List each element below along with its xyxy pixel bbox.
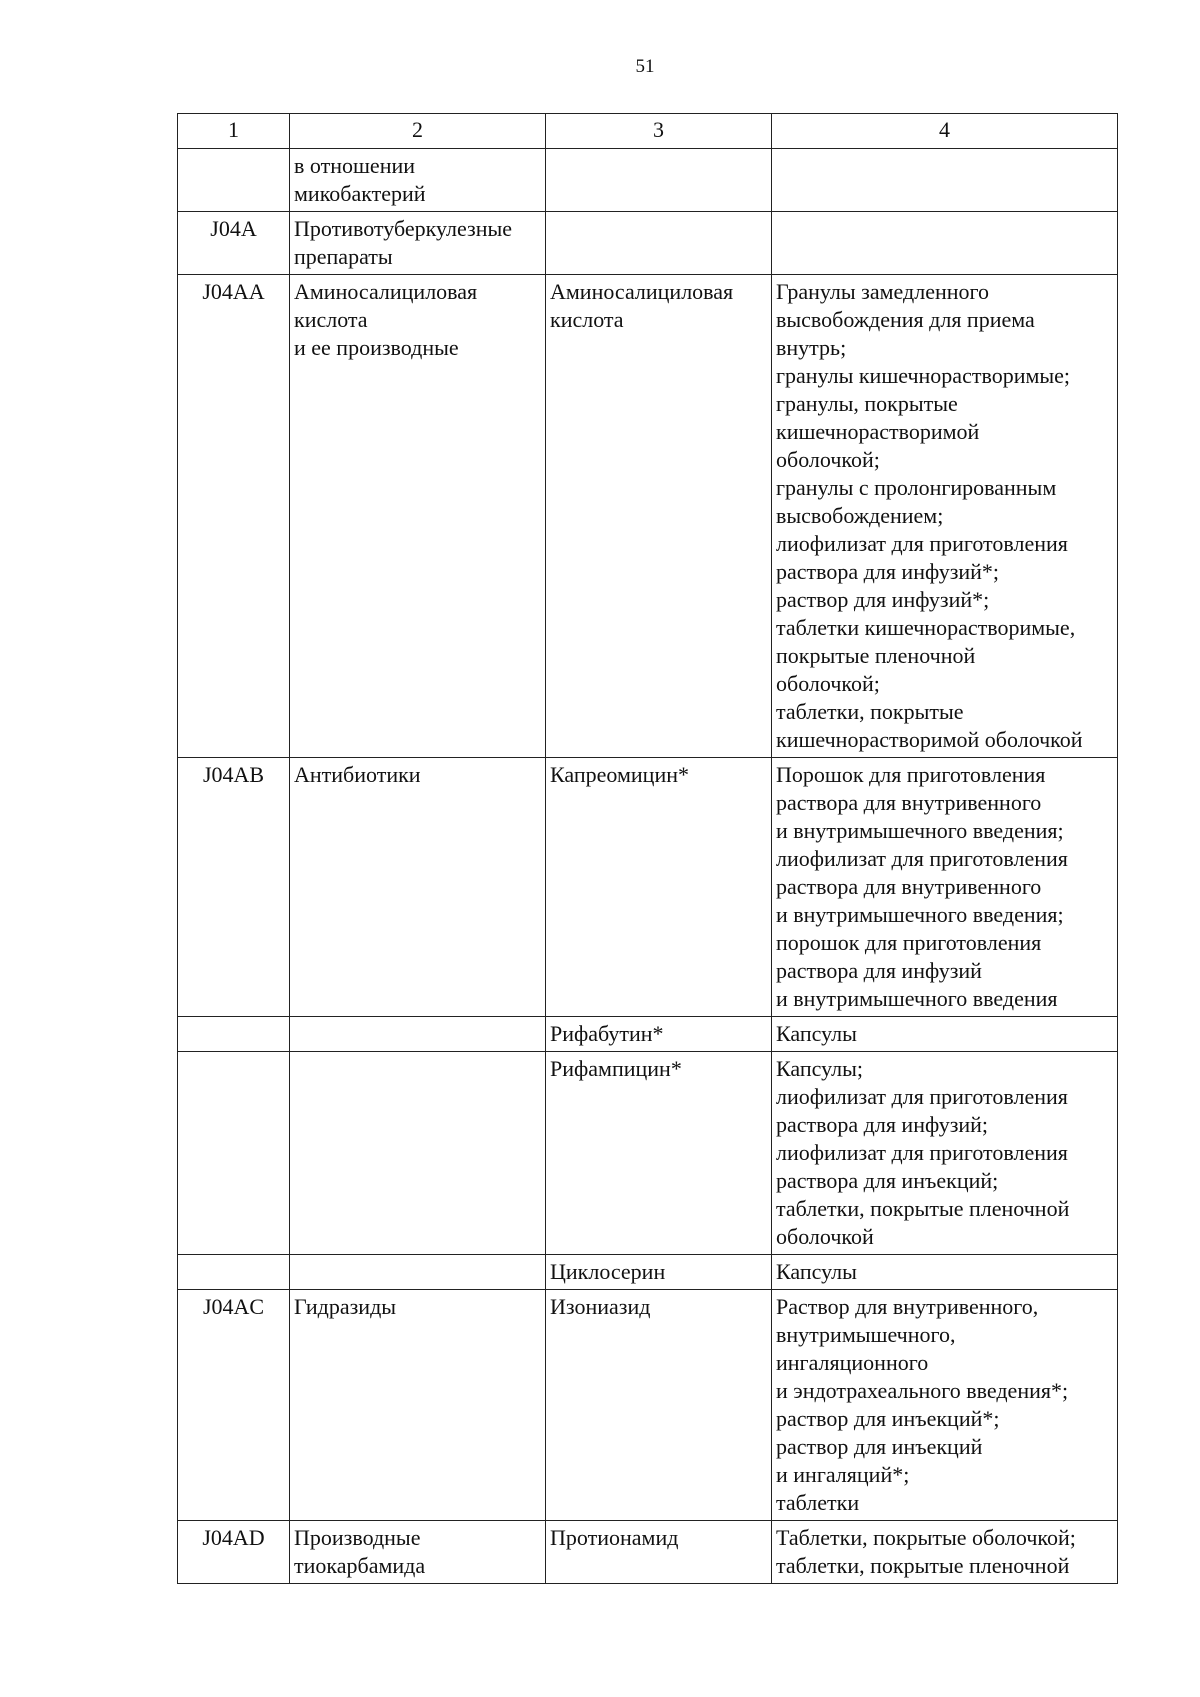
atc-code-cell bbox=[178, 1017, 290, 1052]
table-row bbox=[178, 1052, 1118, 1255]
dosage-form-line: лиофилизат для приготовления bbox=[776, 846, 1068, 871]
dosage-form-line: кишечнорастворимой bbox=[776, 419, 980, 444]
dosage-form-line: Раствор для внутривенного, bbox=[776, 1294, 1039, 1319]
dosage-forms-cell bbox=[772, 275, 1118, 758]
dosage-form-line: внутрь; bbox=[776, 335, 847, 360]
dosage-form-line: Таблетки, покрытые оболочкой; bbox=[776, 1525, 1076, 1550]
dosage-form-line: высвобождения для приема bbox=[776, 307, 1035, 332]
dosage-form-line: лиофилизат для приготовления bbox=[776, 531, 1068, 556]
drug-name-cell: Аминосалициловая кислота bbox=[546, 275, 772, 758]
dosage-forms-cell bbox=[772, 758, 1118, 1017]
group-name-cell: Антибиотики bbox=[290, 758, 546, 1017]
dosage-form-line: Капсулы; bbox=[776, 1056, 864, 1081]
atc-code-cell: J04AD bbox=[178, 1521, 290, 1584]
dosage-form-line: лиофилизат для приготовления bbox=[776, 1084, 1068, 1109]
table-header-row bbox=[178, 114, 1118, 149]
dosage-form-line: оболочкой; bbox=[776, 447, 880, 472]
table-row bbox=[178, 149, 1118, 212]
drug-table bbox=[177, 113, 1118, 1584]
dosage-form-line: раствора для внутривенного bbox=[776, 874, 1042, 899]
dosage-form-line: таблетки, покрытые пленочной bbox=[776, 1553, 1070, 1578]
group-name-cell: Аминосалициловая кислота и ее производные bbox=[290, 275, 546, 758]
dosage-form-line: высвобождением; bbox=[776, 503, 944, 528]
dosage-form-line: таблетки, покрытые пленочной bbox=[776, 1196, 1070, 1221]
atc-code-cell bbox=[178, 1255, 290, 1290]
dosage-form-line: кишечнорастворимой оболочкой bbox=[776, 727, 1083, 752]
atc-code-cell: J04AC bbox=[178, 1290, 290, 1521]
group-name-cell: в отношении микобактерий bbox=[290, 149, 546, 212]
dosage-form-line: таблетки кишечнорастворимые, bbox=[776, 615, 1076, 640]
table-row bbox=[178, 1017, 1118, 1052]
dosage-forms-cell bbox=[772, 1017, 1118, 1052]
atc-code-cell: J04A bbox=[178, 212, 290, 275]
dosage-form-line: раствор для инъекций*; bbox=[776, 1406, 1000, 1431]
table-row bbox=[178, 212, 1118, 275]
dosage-form-line: и внутримышечного введения; bbox=[776, 902, 1064, 927]
table-body bbox=[178, 149, 1118, 1584]
atc-code-cell: J04AA bbox=[178, 275, 290, 758]
dosage-form-line: оболочкой bbox=[776, 1224, 874, 1249]
atc-code-cell: J04AB bbox=[178, 758, 290, 1017]
dosage-form-line: раствор для инфузий*; bbox=[776, 587, 990, 612]
page-number: 51 bbox=[635, 56, 655, 77]
drug-name-cell: Циклосерин bbox=[546, 1255, 772, 1290]
drug-name-cell: Изониазид bbox=[546, 1290, 772, 1521]
column-header-forms: 4 bbox=[772, 114, 1118, 149]
table-row bbox=[178, 758, 1118, 1017]
column-header-code: 1 bbox=[178, 114, 290, 149]
table-row bbox=[178, 275, 1118, 758]
dosage-form-line: Капсулы bbox=[776, 1259, 857, 1284]
dosage-form-line: и внутримышечного введения bbox=[776, 986, 1058, 1011]
dosage-form-line: гранулы, покрытые bbox=[776, 391, 958, 416]
table-row bbox=[178, 1255, 1118, 1290]
group-name-cell: Противотуберкулезные препараты bbox=[290, 212, 546, 275]
drug-name-cell: Протионамид bbox=[546, 1521, 772, 1584]
group-name-cell bbox=[290, 1255, 546, 1290]
dosage-form-line: внутримышечного, bbox=[776, 1322, 956, 1347]
dosage-forms-cell bbox=[772, 1521, 1118, 1584]
table-row bbox=[178, 1521, 1118, 1584]
drug-name-cell: Рифабутин* bbox=[546, 1017, 772, 1052]
dosage-forms-cell bbox=[772, 149, 1118, 212]
drug-name-cell: Рифампицин* bbox=[546, 1052, 772, 1255]
dosage-forms-cell bbox=[772, 212, 1118, 275]
dosage-forms-cell bbox=[772, 1255, 1118, 1290]
dosage-form-line: раствора для инъекций; bbox=[776, 1168, 999, 1193]
dosage-form-line: и эндотрахеального введения*; bbox=[776, 1378, 1069, 1403]
dosage-form-line: и внутримышечного введения; bbox=[776, 818, 1064, 843]
dosage-form-line: раствора для внутривенного bbox=[776, 790, 1042, 815]
dosage-form-line: раствора для инфузий*; bbox=[776, 559, 1000, 584]
dosage-forms-cell bbox=[772, 1052, 1118, 1255]
dosage-form-line: Гранулы замедленного bbox=[776, 279, 989, 304]
atc-code-cell bbox=[178, 149, 290, 212]
dosage-form-line: гранулы кишечнорастворимые; bbox=[776, 363, 1071, 388]
group-name-cell: Гидразиды bbox=[290, 1290, 546, 1521]
atc-code-cell bbox=[178, 1052, 290, 1255]
group-name-cell: Производные тиокарбамида bbox=[290, 1521, 546, 1584]
dosage-form-line: гранулы с пролонгированным bbox=[776, 475, 1057, 500]
group-name-cell bbox=[290, 1052, 546, 1255]
dosage-form-line: таблетки bbox=[776, 1490, 860, 1515]
group-name-cell bbox=[290, 1017, 546, 1052]
column-header-group: 2 bbox=[290, 114, 546, 149]
drug-name-cell bbox=[546, 149, 772, 212]
dosage-form-line: и ингаляций*; bbox=[776, 1462, 910, 1487]
dosage-form-line: лиофилизат для приготовления bbox=[776, 1140, 1068, 1165]
dosage-form-line: ингаляционного bbox=[776, 1350, 929, 1375]
dosage-form-line: раствора для инфузий; bbox=[776, 1112, 989, 1137]
dosage-form-line: покрытые пленочной bbox=[776, 643, 976, 668]
dosage-forms-cell bbox=[772, 1290, 1118, 1521]
dosage-form-line: Порошок для приготовления bbox=[776, 762, 1046, 787]
column-header-drug: 3 bbox=[546, 114, 772, 149]
drug-name-cell bbox=[546, 212, 772, 275]
table-row bbox=[178, 1290, 1118, 1521]
dosage-form-line: таблетки, покрытые bbox=[776, 699, 964, 724]
dosage-form-line: Капсулы bbox=[776, 1021, 857, 1046]
dosage-form-line: оболочкой; bbox=[776, 671, 880, 696]
drug-name-cell: Капреомицин* bbox=[546, 758, 772, 1017]
dosage-form-line: раствор для инъекций bbox=[776, 1434, 983, 1459]
dosage-form-line: порошок для приготовления bbox=[776, 930, 1042, 955]
dosage-form-line: раствора для инфузий bbox=[776, 958, 982, 983]
